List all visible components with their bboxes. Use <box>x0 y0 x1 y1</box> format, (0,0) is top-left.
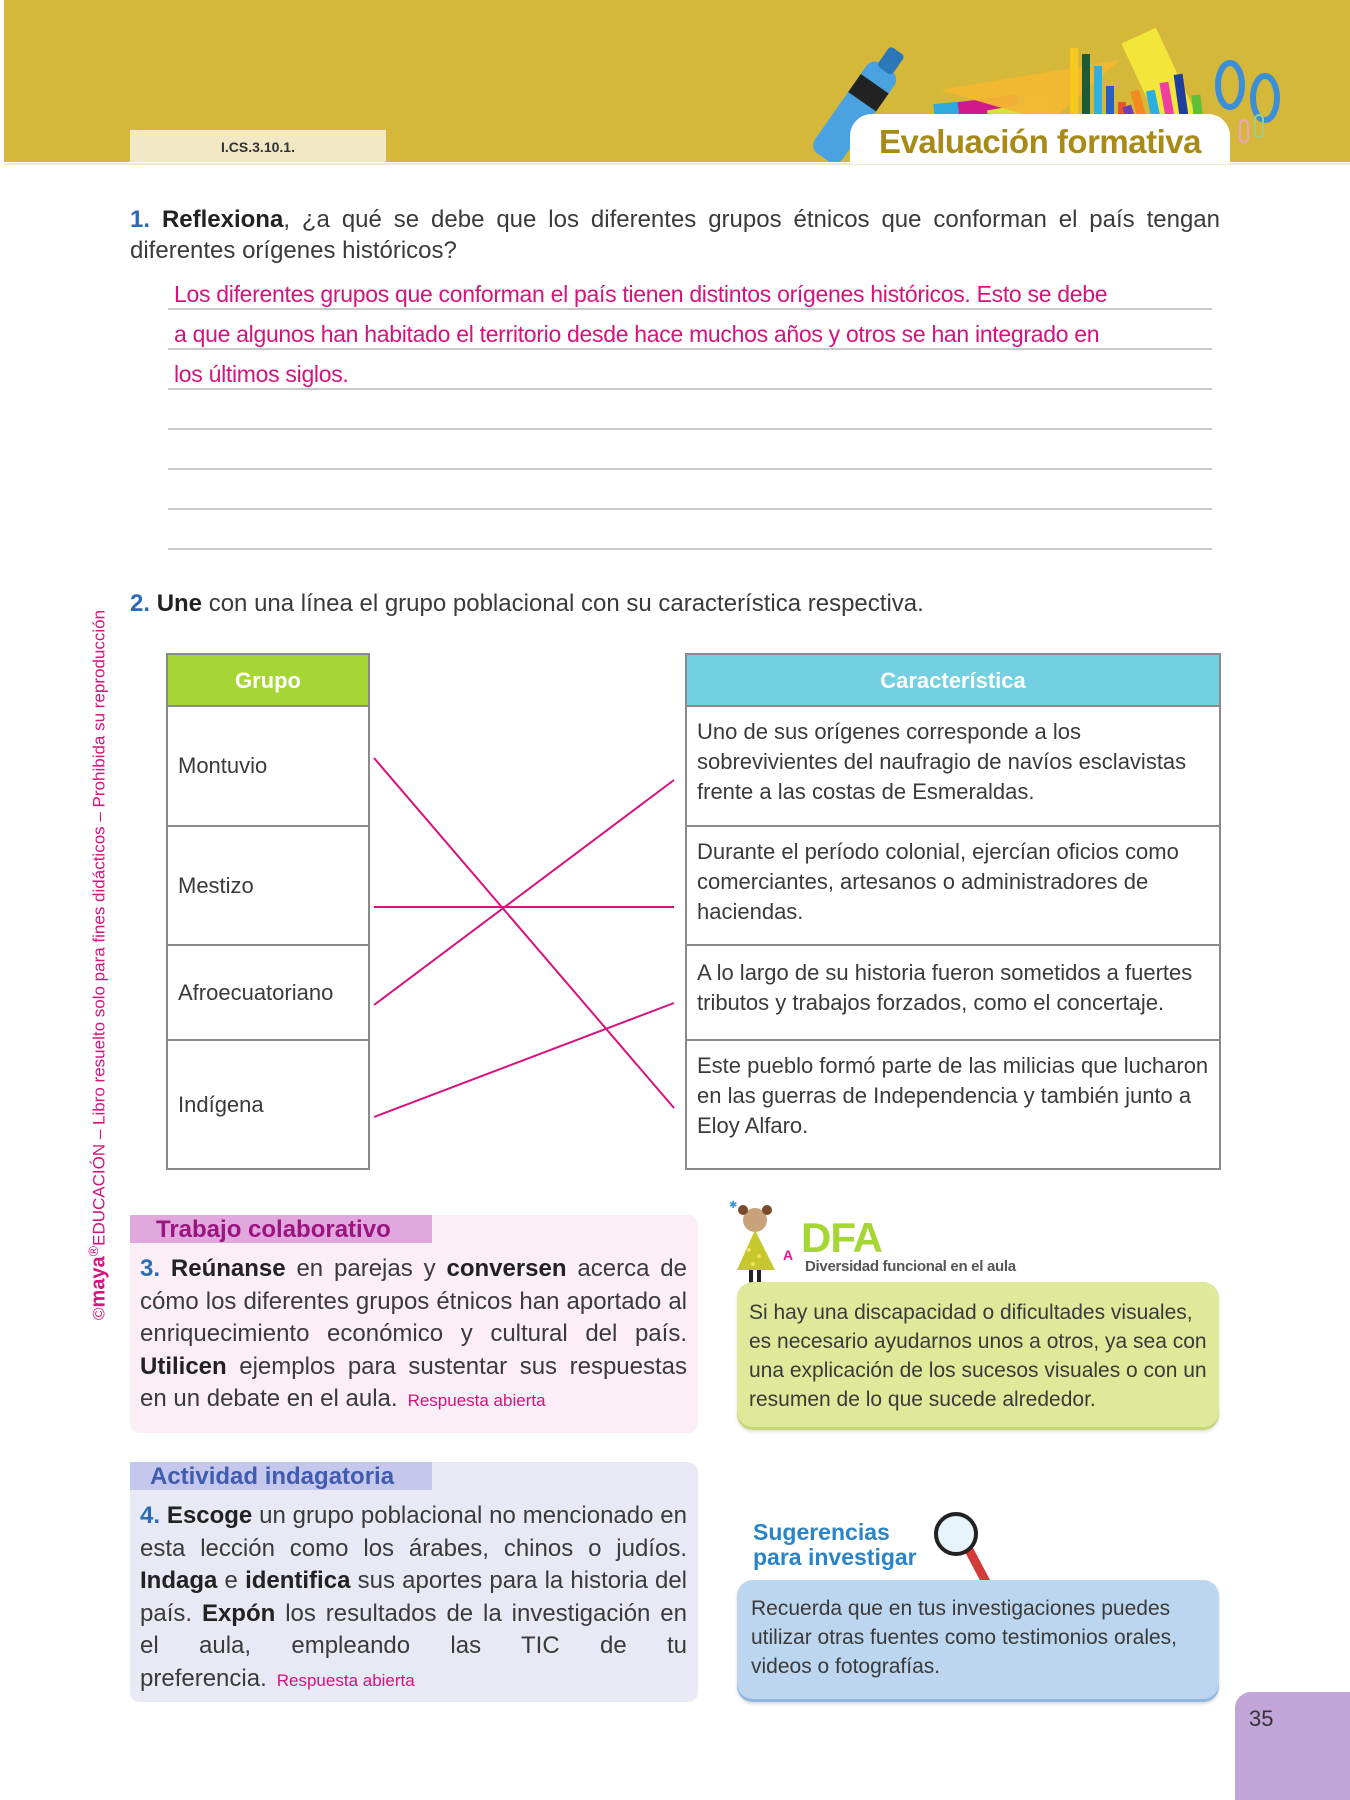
group-cell-montuvio[interactable]: Montuvio <box>168 707 368 827</box>
answer-line[interactable] <box>168 390 1212 430</box>
question-number: 3. <box>140 1255 161 1282</box>
question-3: 3. Reúnanse en parejas y conversen acerca de cómo los diferentes grupos étnicos han aportado al enriquecimiento económico y cultural del país. Utilicen ejemplos para sustentar sus respuestas en un debate en el aula. Respuesta abierta <box>140 1255 687 1412</box>
question-verb: Reflexiona <box>161 206 284 233</box>
characteristic-cell[interactable]: Uno de sus orígenes corresponde a los sobrevivientes del naufragio de navíos esclavistas frente a las costas de Esmeraldas. <box>687 707 1219 827</box>
dfa-title: DFA <box>801 1214 882 1261</box>
group-cell-mestizo[interactable]: Mestizo <box>168 827 368 946</box>
question-2 <box>130 588 1220 619</box>
magnifying-glass-icon <box>928 1508 998 1588</box>
question-4: 4. Escoge un grupo poblacional no mencionado en esta lección como los árabes, chinos o judíos. Indaga e identifica sus aportes para la historia del país. Expón los resultados de la investigación en el aula, empleando las TIC de tu preferencia. Respuesta abierta <box>140 1502 688 1692</box>
question-1 <box>130 204 1220 266</box>
research-activity-title: Actividad indagatoria <box>130 1462 432 1490</box>
question-text: , ¿a qué se debe que los diferentes grupos étnicos que conforman el país tengan diferentes orígenes históricos? <box>130 206 1220 264</box>
group-table <box>166 653 370 1170</box>
question-number: 4. <box>140 1502 161 1529</box>
suggestions-title: Sugerencias para investigar <box>753 1519 917 1570</box>
dfa-header <box>725 1200 1225 1290</box>
group-cell-indigena[interactable]: Indígena <box>178 1091 264 1117</box>
characteristic-table <box>685 653 1221 1170</box>
answer-line[interactable]: los últimos siglos. <box>168 350 1212 390</box>
answer-line[interactable] <box>168 430 1212 470</box>
suggestions-text: Recuerda que en tus investigaciones puedes utilizar otras fuentes como testimonios orales, videos o fotografías. <box>751 1597 1178 1678</box>
page-number: 35 <box>1235 1692 1350 1800</box>
page-title: Evaluación formativa <box>879 123 1201 160</box>
match-line-montuvio <box>374 758 674 1108</box>
collaborative-work-title: Trabajo colaborativo <box>130 1215 432 1243</box>
characteristic-header: Característica <box>687 655 1219 707</box>
answer-line[interactable]: a que algunos han habitado el territorio desde hace muchos años y otros se han integrado en <box>168 310 1212 350</box>
question-verb: Une <box>156 590 203 617</box>
answer-text: Respuesta abierta <box>276 1670 415 1690</box>
brand-logo: maya <box>87 1256 110 1308</box>
question-number: 2. <box>130 590 151 617</box>
characteristic-cell[interactable]: A lo largo de su historia fueron sometidos a fuertes tributos y trabajos forzados, como el concertaje. <box>687 946 1219 1041</box>
group-cell-afroecuatoriano[interactable]: Afroecuatoriano <box>168 946 368 1041</box>
answer-line[interactable] <box>168 470 1212 510</box>
dfa-text: Si hay una discapacidad o dificultades visuales, es necesario ayudarnos unos a otros, ya sea con una explicación de los sucesos visuales o con un resumen de lo que sucede alrededor. <box>749 1301 1207 1411</box>
page-title-tab <box>850 114 1230 164</box>
answer-text: Respuesta abierta <box>407 1391 546 1410</box>
match-line-indigena <box>374 1003 674 1117</box>
suggestions-box <box>737 1580 1219 1702</box>
answer-line[interactable]: Los diferentes grupos que conforman el país tienen distintos orígenes históricos. Esto se debe <box>168 270 1212 310</box>
question-text: con una línea el grupo poblacional con su característica respectiva. <box>202 590 924 617</box>
svg-text:✱: ✱ <box>729 1200 738 1211</box>
indicator-code: I.CS.3.10.1. <box>130 130 386 162</box>
group-header: Grupo <box>168 655 368 707</box>
question-number: 1. <box>130 206 151 233</box>
characteristic-cell[interactable]: Este pueblo formó parte de las milicias que lucharon en las guerras de Independencia y también junto a Eloy Alfaro. <box>697 1053 1209 1138</box>
copyright-notice: ©maya®EDUCACIÓN – Libro resuelto solo para fines didácticos – Prohibida su reproducción <box>86 609 110 1320</box>
svg-text:A: A <box>783 1247 794 1263</box>
girl-character-icon <box>725 1200 805 1290</box>
answer-line[interactable] <box>168 510 1212 550</box>
dfa-box <box>737 1282 1219 1430</box>
characteristic-cell[interactable]: Durante el período colonial, ejercían oficios como comerciantes, artesanos o administradores de haciendas. <box>687 827 1219 946</box>
dfa-subtitle: Diversidad funcional en el aula <box>805 1258 1016 1275</box>
answer-lines[interactable] <box>168 270 1212 550</box>
match-line-afroecuatoriano <box>374 780 674 1005</box>
